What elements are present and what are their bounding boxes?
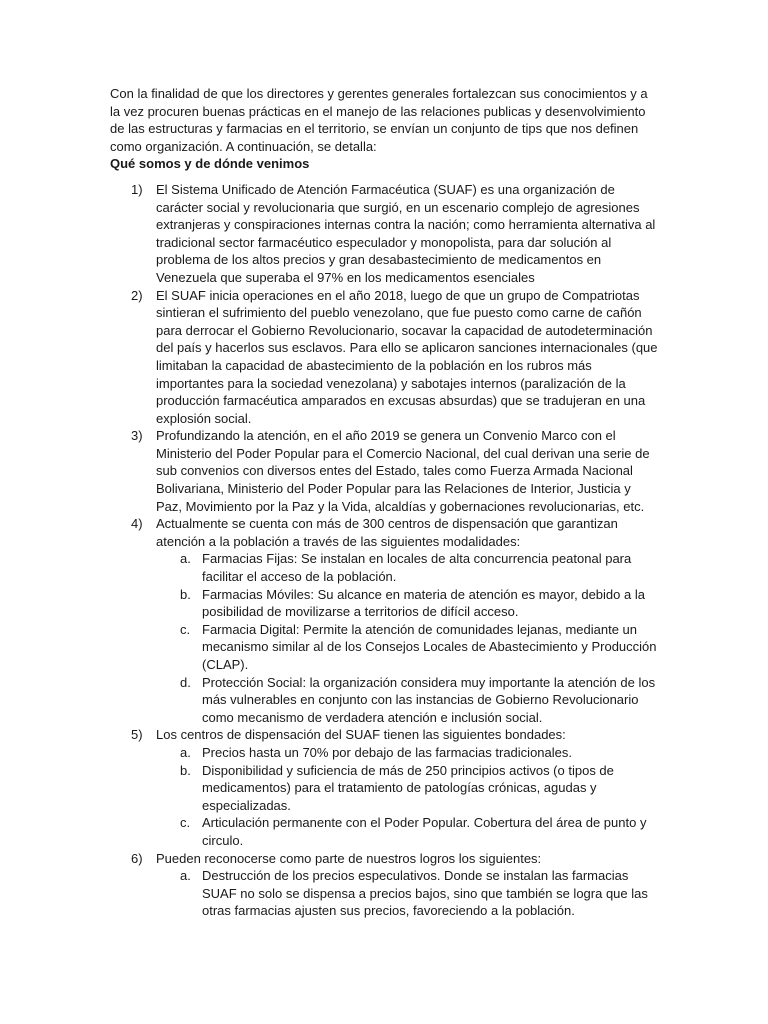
item-number: 6) [131,850,143,866]
item-number: 4) [131,516,143,532]
document-page [110,85,658,920]
list-item [110,726,658,849]
sub-list [156,744,658,850]
sub-list-item [156,814,658,849]
item-text: Pueden reconocerse como parte de nuestros logros los siguientes: [156,850,542,866]
sub-item-text: Protección Social: la organización considera muy importante la atención de los más vulnerables en conjunto con las instancias de Gobierno Revolucionario como mecanismo de verdadera atención e inclusión social. [202,674,656,725]
item-text: Los centros de dispensación del SUAF tienen las siguientes bondades: [156,727,566,743]
sub-list-item [156,586,658,621]
sub-item-letter: c. [180,621,191,637]
list-item [110,515,658,726]
sub-list [156,867,658,920]
list-item [110,287,658,428]
sub-list-item [156,621,658,674]
sub-item-text: Farmacias Móviles: Su alcance en materia de atención es mayor, debido a la posibilidad de movilizarse a territorios de difícil acceso. [202,586,645,620]
sub-item-letter: c. [180,815,191,831]
sub-item-letter: a. [180,868,191,884]
item-text: Actualmente se cuenta con más de 300 centros de dispensación que garantizan atención a la población a través de las siguientes modalidades: [156,516,618,549]
list-item [110,181,658,287]
sub-item-text: Articulación permanente con el Poder Popular. Cobertura del área de punto y circulo. [202,815,647,848]
sub-list-item [156,762,658,815]
sub-item-letter: a. [180,744,191,760]
sub-item-letter: a. [180,551,191,567]
item-text: El SUAF inicia operaciones en el año 2018, luego de que un grupo de Compatriotas sintieran el sufrimiento del pueblo venezolano, que fue puesto como carne de cañón para derrocar el Gobierno Revolucionario, socavar la capacidad de autodeterminación del país y hacerlos sus esclavos. Para ello se aplicaron sanciones internacionales (que limitaban la capacidad de abastecimiento de la población en los rubros más importantes para la sociedad venezolana) y sabotajes internos (paralización de la producción farmacéutica amparados en excusas absurdas) que se tradujeran en una explosión social. [156,287,658,426]
item-number: 5) [131,727,143,743]
sub-item-letter: b. [180,586,191,602]
sub-item-text: Destrucción de los precios especulativos. Donde se instalan las farmacias SUAF no solo se dispensa a precios bajos, sino que también se logra que las otras farmacias ajusten sus precios, favoreciendo a la población. [202,868,648,919]
item-number: 3) [131,428,143,444]
list-item [110,850,658,920]
intro-paragraph: Con la finalidad de que los directores y gerentes generales fortalezcan sus conocimientos y a la vez procuren buenas prácticas en el manejo de las relaciones publicas y desenvolvimiento de las estructuras y farmacias en el territorio, se envían un conjunto de tips que nos definen como organización. A continuación, se detalla: [110,86,648,154]
item-number: 1) [131,181,143,197]
item-text: El Sistema Unificado de Atención Farmacéutica (SUAF) es una organización de carácter social y revolucionaria que surgió, en un escenario complejo de agresiones extranjeras y conspiraciones internas contra la nación; como herramienta alternativa al tradicional sector farmacéutico especulador y monopolista, para dar solución al problema de los altos precios y gran desabastecimiento de medicamentos en Venezuela que superaba el 97% en los medicamentos esenciales [156,181,656,285]
sub-item-text: Farmacia Digital: Permite la atención de comunidades lejanas, mediante un mecanismo similar al de los Consejos Locales de Abastecimiento y Producción (CLAP). [202,621,657,672]
sub-list-item [156,744,658,762]
sub-item-text: Precios hasta un 70% por debajo de las farmacias tradicionales. [202,744,572,760]
sub-list-item [156,550,658,585]
sub-item-text: Disponibilidad y suficiencia de más de 250 principios activos (o tipos de medicamentos) para el tratamiento de patologías crónicas, agudas y especializadas. [202,762,614,813]
main-list [110,181,658,920]
sub-list-item [156,867,658,920]
section-title: Qué somos y de dónde venimos [110,156,310,172]
item-text: Profundizando la atención, en el año 2019 se genera un Convenio Marco con el Ministerio del Poder Popular para el Comercio Nacional, del cual derivan una serie de sub convenios con diversos entes del Estado, tales como Fuerza Armada Nacional Bolivariana, Ministerio del Poder Popular para las Relaciones de Interior, Justicia y Paz, Movimiento por la Paz y la Vida, alcaldías y gobernaciones revolucionarias, etc. [156,428,650,514]
sub-list-item [156,674,658,727]
list-item [110,427,658,515]
sub-item-letter: d. [180,674,191,690]
sub-list [156,550,658,726]
item-number: 2) [131,287,143,303]
sub-item-letter: b. [180,762,191,778]
sub-item-text: Farmacias Fijas: Se instalan en locales de alta concurrencia peatonal para facilitar el acceso de la población. [202,551,632,585]
